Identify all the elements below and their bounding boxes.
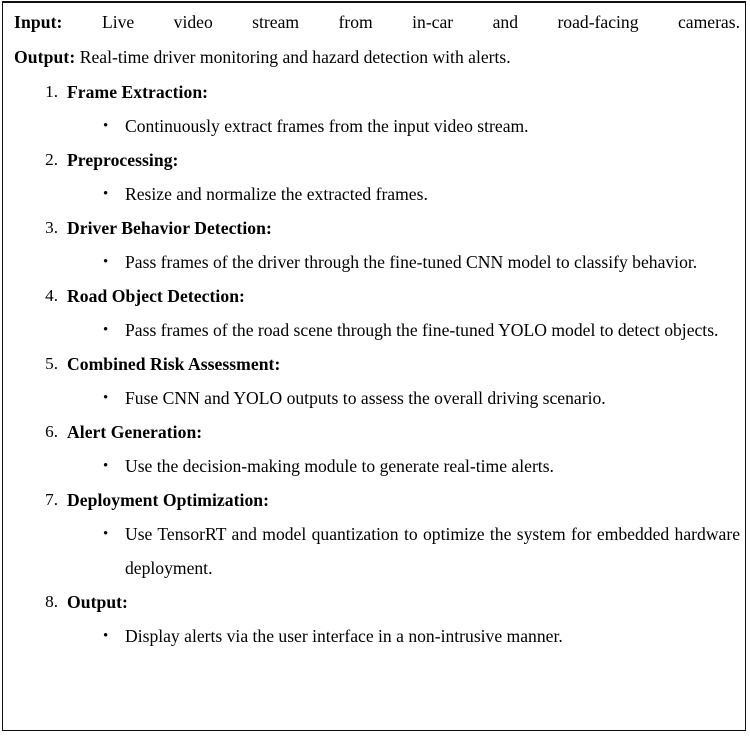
step-header [14, 211, 740, 245]
step-number: 3. [45, 218, 58, 237]
bullet-text: Pass frames of the driver through the fine-tuned CNN model to classify behavior. [125, 252, 698, 272]
bullet-item [14, 313, 740, 347]
step-title: Output: [67, 592, 128, 612]
step-number: 6. [45, 422, 58, 441]
bullet-text: Resize and normalize the extracted frames. [125, 184, 428, 204]
step-item-6 [14, 415, 740, 483]
step-item-3 [14, 211, 740, 279]
step-item-7 [14, 483, 740, 585]
step-number: 7. [45, 490, 58, 509]
step-bullets [14, 245, 740, 279]
step-number: 5. [45, 354, 58, 373]
step-bullets [14, 109, 740, 143]
bullet-icon: • [103, 254, 109, 270]
step-title: Preprocessing: [67, 150, 179, 170]
document-content [14, 5, 740, 653]
step-item-5 [14, 347, 740, 415]
step-item-8 [14, 585, 740, 653]
bullet-item [14, 619, 740, 653]
step-item-1 [14, 75, 740, 143]
step-bullets [14, 619, 740, 653]
bullet-icon: • [103, 118, 109, 134]
bullet-item [14, 245, 740, 279]
step-bullets [14, 177, 740, 211]
algorithm-description-box [2, 1, 746, 731]
bullet-icon: • [103, 390, 109, 406]
step-bullets [14, 381, 740, 415]
bullet-text: Display alerts via the user interface in a non-intrusive manner. [125, 626, 563, 646]
bullet-text: Continuously extract frames from the input video stream. [125, 116, 529, 136]
bullet-icon: • [103, 458, 109, 474]
step-title: Deployment Optimization: [67, 490, 270, 510]
bullet-icon: • [103, 628, 109, 644]
bullet-text: Pass frames of the road scene through the fine-tuned YOLO model to detect objects. [125, 320, 719, 340]
step-title: Driver Behavior Detection: [67, 218, 272, 238]
output-label: Output: [14, 47, 76, 67]
bullet-icon: • [103, 526, 109, 542]
output-line [14, 40, 740, 75]
bullet-icon: • [103, 186, 109, 202]
bullet-text: Fuse CNN and YOLO outputs to assess the overall driving scenario. [125, 388, 606, 408]
bullet-text: Use the decision-making module to generate real-time alerts. [125, 456, 554, 476]
step-item-2 [14, 143, 740, 211]
step-number: 4. [45, 286, 58, 305]
bullet-item [14, 177, 740, 211]
input-label: Input: [14, 12, 63, 32]
output-text: Real-time driver monitoring and hazard detection with alerts. [79, 47, 511, 67]
step-header [14, 75, 740, 109]
step-title: Frame Extraction: [67, 82, 209, 102]
step-bullets [14, 517, 740, 585]
step-header [14, 415, 740, 449]
input-line [14, 5, 740, 40]
step-header [14, 279, 740, 313]
step-header [14, 483, 740, 517]
step-header [14, 585, 740, 619]
step-title: Combined Risk Assessment: [67, 354, 281, 374]
input-spacer [63, 12, 102, 32]
bullet-item [14, 449, 740, 483]
steps-list [14, 75, 740, 653]
bullet-item [14, 517, 740, 585]
bullet-item [14, 381, 740, 415]
step-number: 8. [45, 592, 58, 611]
step-header [14, 347, 740, 381]
step-bullets [14, 313, 740, 347]
bullet-text: Use TensorRT and model quantization to optimize the system for embedded hardware deployment. [125, 524, 740, 578]
step-number: 1. [45, 82, 58, 101]
step-item-4 [14, 279, 740, 347]
step-title: Road Object Detection: [67, 286, 245, 306]
step-number: 2. [45, 150, 58, 169]
step-title: Alert Generation: [67, 422, 203, 442]
step-header [14, 143, 740, 177]
input-text: Live video stream from in-car and road-facing cameras. [101, 12, 740, 32]
bullet-item [14, 109, 740, 143]
bullet-icon: • [103, 322, 109, 338]
step-bullets [14, 449, 740, 483]
